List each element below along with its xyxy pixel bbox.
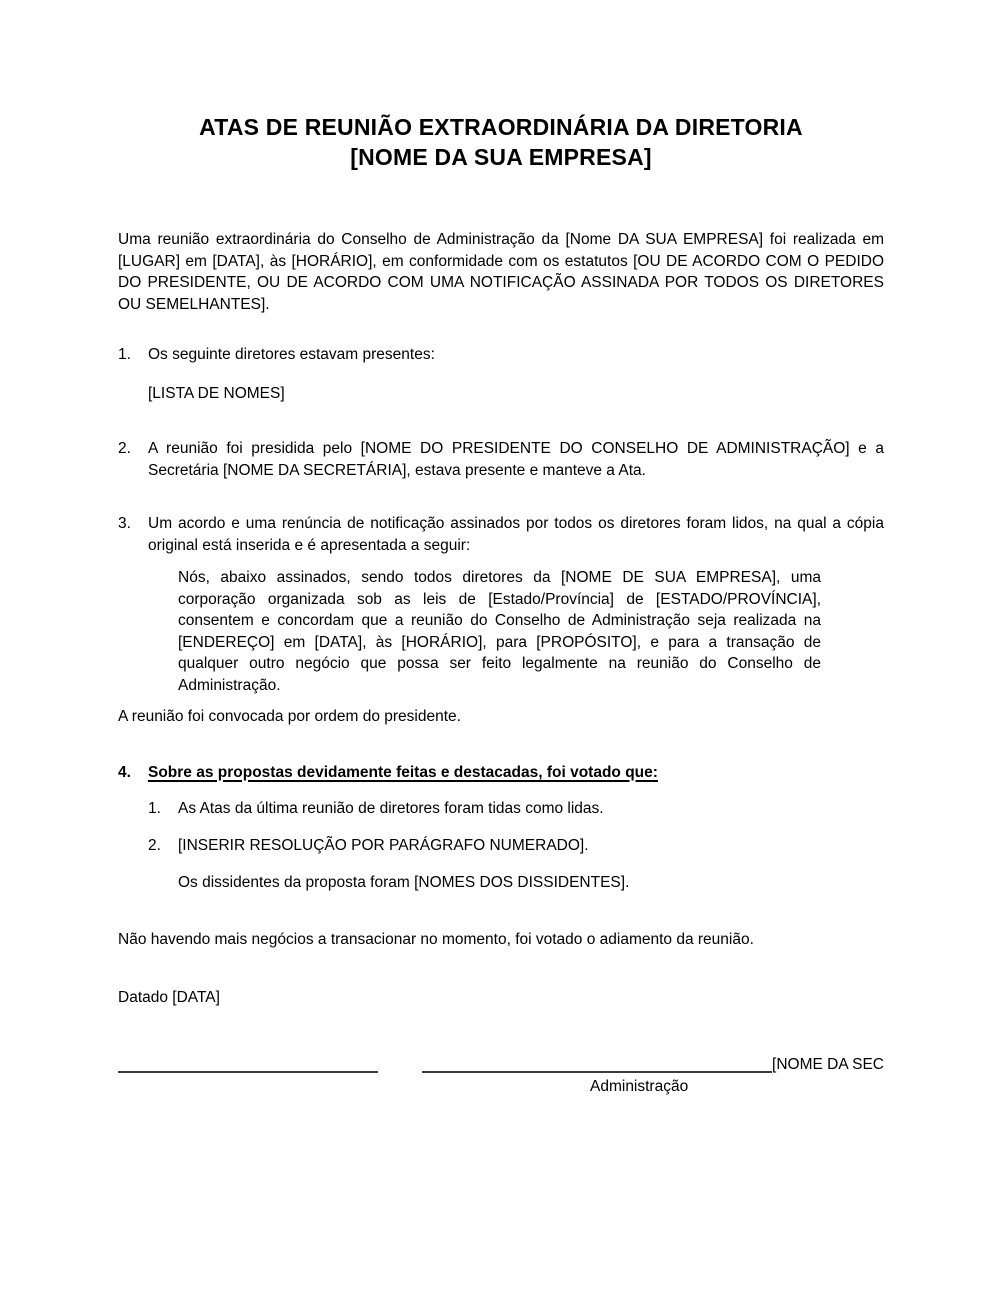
names-placeholder: [LISTA DE NOMES] — [148, 384, 285, 402]
dated-line: Datado [DATA] — [118, 989, 220, 1006]
resolution-item-2 — [148, 835, 884, 857]
dissenters-note: Os dissidentes da proposta foram [NOMES DOS DISSIDENTES]. — [178, 874, 630, 891]
signature-line-right — [422, 1049, 772, 1073]
signature-line-left — [118, 1049, 378, 1073]
list-item-2-number: 2. — [118, 440, 131, 457]
document-content — [0, 112, 1000, 1097]
list-item-4-text: Sobre as propostas devidamente feitas e destacadas, foi votado que: — [148, 763, 658, 781]
list-item-2 — [118, 438, 884, 481]
intro-paragraph: Uma reunião extraordinária do Conselho de Administração da [Nome DA SUA EMPRESA] foi realizada em [LUGAR] em [DATA], às [HORÁRIO], em conformidade com os estatutos [OU DE ACORDO COM O PEDIDO DO PRESIDENTE, OU DE ACORDO COM UMA NOTIFICAÇÃO ASSINADA POR TODOS OS DIRETORES OU SEMELHANTES]. — [118, 231, 884, 313]
document-title — [118, 112, 884, 172]
signature-right-label: Administração — [590, 1077, 689, 1095]
secretary-name-partial: [NOME DA SEC — [772, 1055, 884, 1073]
list-item-1 — [118, 344, 884, 366]
resolution-item-2-number: 2. — [148, 836, 161, 854]
signature-row — [118, 1051, 884, 1073]
document-title-line1: ATAS DE REUNIÃO EXTRAORDINÁRIA DA DIRETORIA — [199, 114, 803, 140]
document-title-line2: [NOME DA SUA EMPRESA] — [350, 144, 652, 170]
list-item-3 — [118, 513, 884, 556]
list-item-3-number: 3. — [118, 515, 131, 532]
list-item-1-number: 1. — [118, 346, 131, 363]
order-note: A reunião foi convocada por ordem do presidente. — [118, 708, 461, 725]
resolution-item-1-text: As Atas da última reunião de diretores foram tidas como lidas. — [178, 800, 604, 817]
list-item-4-number: 4. — [118, 763, 131, 781]
resolution-item-2-text: [INSERIR RESOLUÇÃO POR PARÁGRAFO NUMERADO]. — [178, 836, 589, 854]
list-item-3-text: Um acordo e uma renúncia de notificação assinados por todos os diretores foram lidos, na qual a cópia original está inserida e é apresentada a seguir: — [148, 515, 884, 554]
list-item-4-heading — [118, 762, 884, 784]
resolution-item-1 — [148, 798, 884, 820]
list-item-1-text: Os seguinte diretores estavam presentes: — [148, 346, 435, 363]
list-item-2-text: A reunião foi presidida pelo [NOME DO PRESIDENTE DO CONSELHO DE ADMINISTRAÇÃO] e a Secretária [NOME DA SECRETÁRIA], estava presente e manteve a Ata. — [148, 440, 884, 479]
adjournment-note: Não havendo mais negócios a transacionar no momento, foi votado o adiamento da reunião. — [118, 930, 754, 948]
resolution-item-1-number: 1. — [148, 800, 161, 817]
consent-paragraph: Nós, abaixo assinados, sendo todos diretores da [NOME DE SUA EMPRESA], uma corporação organizada sob as leis de [Estado/Província] de [ESTADO/PROVÍNCIA], consentem e concordam que a reunião do Conselho de Administração seja realizada na [ENDEREÇO] em [DATA], às [HORÁRIO], para [PROPÓSITO], e para a transação de qualquer outro negócio que possa ser feito legalmente na reunião do Conselho de Administração. — [178, 569, 821, 694]
signature-right-block — [422, 1049, 884, 1073]
